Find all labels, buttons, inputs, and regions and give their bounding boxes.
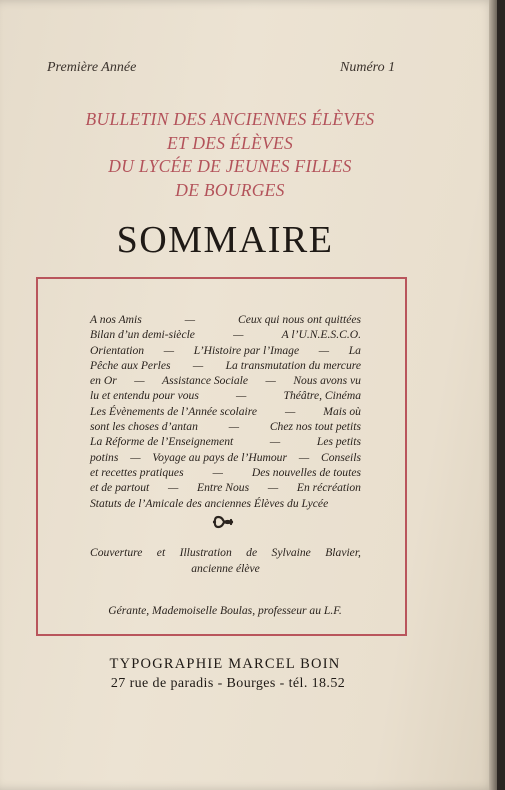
contents-line (90, 373, 361, 388)
contents-entry: sont les choses d’antan (90, 420, 198, 434)
header-year: Première Année (47, 60, 137, 75)
contents-entry: La (348, 343, 361, 357)
contents-separator: — (184, 313, 196, 326)
contents-separator: — (163, 343, 175, 357)
contents-entry: A nos Amis (90, 313, 142, 326)
contents-entry: En récréation (296, 481, 361, 495)
contents-separator: — (269, 435, 281, 449)
cover-credit-word: et (156, 546, 166, 559)
contents-line (90, 496, 361, 511)
contents-line (90, 450, 361, 465)
contents-entry: Assistance Sociale (162, 374, 249, 388)
contents-separator: — (167, 481, 179, 495)
contents-separator: — (130, 450, 141, 464)
contents-entry: Les petits (316, 435, 361, 449)
contents-entry: Théâtre, Cinéma (283, 389, 361, 403)
contents-entry: en Or (90, 374, 117, 388)
contents-entry: La transmutation du mercure (225, 358, 361, 372)
contents-entry: Mais où (323, 404, 361, 418)
contents-separator: — (212, 465, 223, 479)
cover-credit-word: Illustration (179, 546, 232, 559)
contents-entry: L’Histoire par l’Image (193, 343, 300, 357)
contents-entry: Orientation (90, 343, 145, 357)
contents-separator: — (134, 374, 145, 388)
contents-separator: — (265, 374, 276, 388)
page-edge (489, 0, 497, 790)
cover-credit-role: ancienne élève (191, 561, 260, 575)
cover-credit-word: Sylvaine (271, 546, 311, 559)
contents-line (90, 419, 361, 434)
cover-credit (90, 545, 361, 576)
contents-entry: Nous avons vu (293, 374, 361, 388)
contents-entry: lu et entendu pour vous (90, 389, 199, 403)
contents-entry: Pêche aux Perles (90, 358, 171, 372)
ornament-icon (212, 514, 234, 530)
header-issue-number: Numéro 1 (340, 60, 396, 75)
manager-credit: Gérante, Mademoiselle Boulas, professeur au L.F. (108, 604, 342, 617)
contents-entry: et de partout (90, 481, 150, 495)
bulletin-line: ET DES ÉLÈVES (166, 132, 294, 153)
contents-entry: potins (90, 450, 119, 464)
contents-entry: A l’U.N.E.S.C.O. (281, 328, 361, 342)
contents-entry: Ceux qui nous ont quittées (237, 313, 361, 326)
contents-line (90, 312, 361, 327)
contents-line (90, 327, 361, 342)
contents-separator: — (192, 358, 204, 372)
cover-credit-word: Blavier, (325, 546, 361, 559)
contents-entry: La Réforme de l’Enseignement (90, 435, 234, 449)
contents-separator: — (284, 404, 296, 418)
contents-line (90, 343, 361, 358)
contents-line (90, 465, 361, 480)
contents-line (90, 404, 361, 419)
page-title: SOMMAIRE (116, 219, 334, 261)
contents-entry: et recettes pratiques (90, 465, 184, 479)
contents-line (90, 480, 361, 495)
contents-separator: — (233, 328, 244, 342)
bulletin-line: BULLETIN DES ANCIENNES ÉLÈVES (85, 109, 375, 129)
contents-separator: — (236, 389, 247, 403)
contents-entry: Voyage au pays de l’Humour (152, 450, 287, 464)
contents-separator: — (318, 343, 330, 357)
table-of-contents (90, 312, 361, 511)
contents-entry: Des nouvelles de toutes (251, 465, 361, 479)
contents-entry: Bilan d’un demi-siècle (90, 328, 195, 342)
contents-entry: Conseils (321, 450, 361, 464)
printer-address: 27 rue de paradis - Bourges - tél. 18.52 (110, 676, 346, 691)
contents-separator: — (298, 450, 310, 464)
printer-name: TYPOGRAPHIE MARCEL BOIN (109, 656, 341, 672)
contents-entry: Les Évènements de l’Année scolaire (90, 404, 257, 418)
contents-separator: — (267, 481, 279, 495)
bulletin-heading (0, 108, 460, 202)
contents-line (90, 358, 361, 373)
cover-credit-word: Couverture (90, 546, 143, 559)
cover-credit-word: de (246, 546, 258, 559)
contents-entry: Statuts de l’Amicale des anciennes Élèves du Lycée (90, 496, 329, 510)
contents-line (90, 388, 361, 403)
bulletin-line: DE BOURGES (175, 179, 285, 200)
contents-entry: Chez nos tout petits (269, 420, 361, 434)
contents-line (90, 434, 361, 449)
bulletin-line: DU LYCÉE DE JEUNES FILLES (108, 156, 352, 176)
contents-separator: — (228, 420, 240, 434)
cover-credit-line (90, 545, 361, 561)
contents-entry: Entre Nous (197, 481, 250, 495)
